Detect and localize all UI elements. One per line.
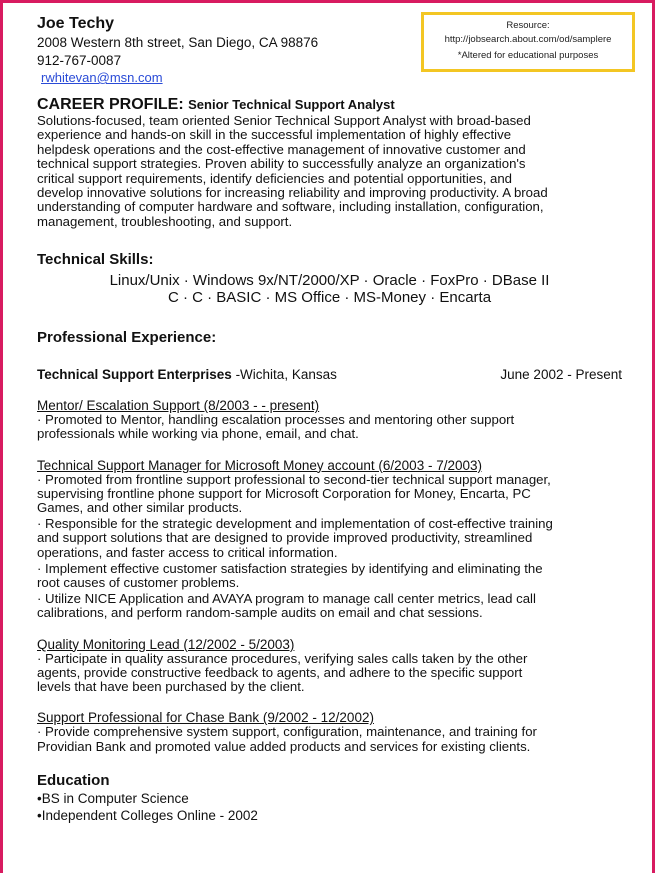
bullet-line: Games, and other similar products.	[37, 500, 243, 516]
career-profile-title: Senior Technical Support Analyst	[188, 97, 395, 112]
bullet-line: Providian Bank and promoted value added products and services for existing clients.	[37, 738, 531, 754]
skills-line: Linux/Unix · Windows 9x/NT/2000/XP · Oracle · FoxPro · DBase II	[109, 272, 550, 290]
resource-note: *Altered for educational purposes	[457, 50, 599, 61]
profile-line: Solutions-focused, team oriented Senior Technical Support Analyst with broad-based	[37, 113, 531, 128]
phone: 912-767-0087	[37, 53, 122, 68]
profile-line: management, troubleshooting, and support.	[37, 213, 293, 229]
bullet-line: agents, provide constructive feedback to agents, and adhere to the specific support	[37, 664, 523, 680]
skills-heading: Technical Skills:	[37, 251, 154, 269]
role-block	[37, 458, 622, 621]
career-profile-heading	[37, 95, 622, 114]
bullet-line: · Implement effective customer satisfaction strategies by identifying and eliminating the	[37, 560, 543, 576]
email-link[interactable]: rwhitevan@msn.com	[41, 70, 163, 85]
role-title: Technical Support Manager for Microsoft Money account (6/2003 - 7/2003)	[37, 457, 482, 473]
profile-line: develop innovative solutions for increasing reliability and improving productivity. A broad	[37, 185, 548, 201]
bullet-line: · Utilize NICE Application and AVAYA program to manage call center metrics, lead call	[37, 591, 536, 607]
bullet-line: calibrations, and perform random-sample audits on email and chat sessions.	[37, 605, 483, 621]
employer	[37, 367, 337, 383]
role-block	[37, 398, 622, 441]
candidate-name: Joe Techy	[37, 15, 115, 32]
address: 2008 Western 8th street, San Diego, CA 98876	[37, 35, 319, 50]
bullet-line: · Provide comprehensive system support, configuration, maintenance, and training for	[37, 724, 537, 740]
bullet-line: professionals while working via phone, email, and chat.	[37, 426, 359, 442]
bullet-line: · Promoted to Mentor, handling escalation processes and mentoring other support	[37, 412, 515, 428]
bullet-line: · Responsible for the strategic development and implementation of cost-effective training	[37, 516, 553, 532]
experience-heading: Professional Experience:	[37, 329, 217, 347]
company-location: -Wichita, Kansas	[235, 367, 337, 383]
employer-row	[37, 367, 622, 383]
career-profile-text	[37, 114, 622, 229]
bullet-line: supervising frontline phone support for Microsoft Corporation for Money, Encarta, PC	[37, 485, 531, 501]
role-title: Mentor/ Escalation Support (8/2003 - - present)	[37, 398, 320, 414]
profile-line: understanding of computer hardware and software, including installation, configuration,	[37, 199, 544, 215]
role-title: Quality Monitoring Lead (12/2002 - 5/2003)	[37, 636, 295, 652]
skills-line: C · C · BASIC · MS Office · MS-Money · Encarta	[167, 289, 492, 307]
employment-dates: June 2002 - Present	[500, 367, 622, 383]
resource-url[interactable]: http://jobsearch.about.com/od/samplere	[444, 34, 612, 45]
role-block	[37, 710, 622, 753]
bullet-line: · Promoted from frontline support professional to second-tier technical support manager,	[37, 471, 551, 487]
education-item: •Independent Colleges Online - 2002	[37, 807, 258, 823]
resume	[37, 14, 622, 824]
bullet-line: levels that have been purchased by the client.	[37, 679, 305, 695]
education-item: •BS in Computer Science	[37, 790, 189, 806]
resource-label: Resource:	[506, 20, 550, 31]
role-title: Support Professional for Chase Bank (9/2002 - 12/2002)	[37, 710, 374, 726]
bullet-line: root causes of customer problems.	[37, 575, 240, 591]
profile-line: technical support strategies. Proven ability to successfully analyze an organization's	[37, 156, 526, 172]
profile-line: experience and hands-on skill in the successful implementation of highly effective	[37, 127, 512, 143]
bullet-line: operations, and faster access to critical information.	[37, 544, 338, 560]
bullet-line: and support solutions that are designed to provide improved productivity, streamlined	[37, 530, 533, 546]
education-heading: Education	[37, 771, 110, 789]
bullet-line: · Participate in quality assurance procedures, verifying sales calls taken by the other	[37, 650, 528, 666]
role-block	[37, 637, 622, 695]
company-name: Technical Support Enterprises	[37, 367, 232, 383]
career-profile-label: CAREER PROFILE:	[37, 96, 184, 113]
profile-line: helpdesk operations and the cost-effective management of innovative customer and	[37, 141, 526, 157]
profile-line: critical support requirements, identify deficiencies and potential opportunities, and	[37, 170, 513, 186]
